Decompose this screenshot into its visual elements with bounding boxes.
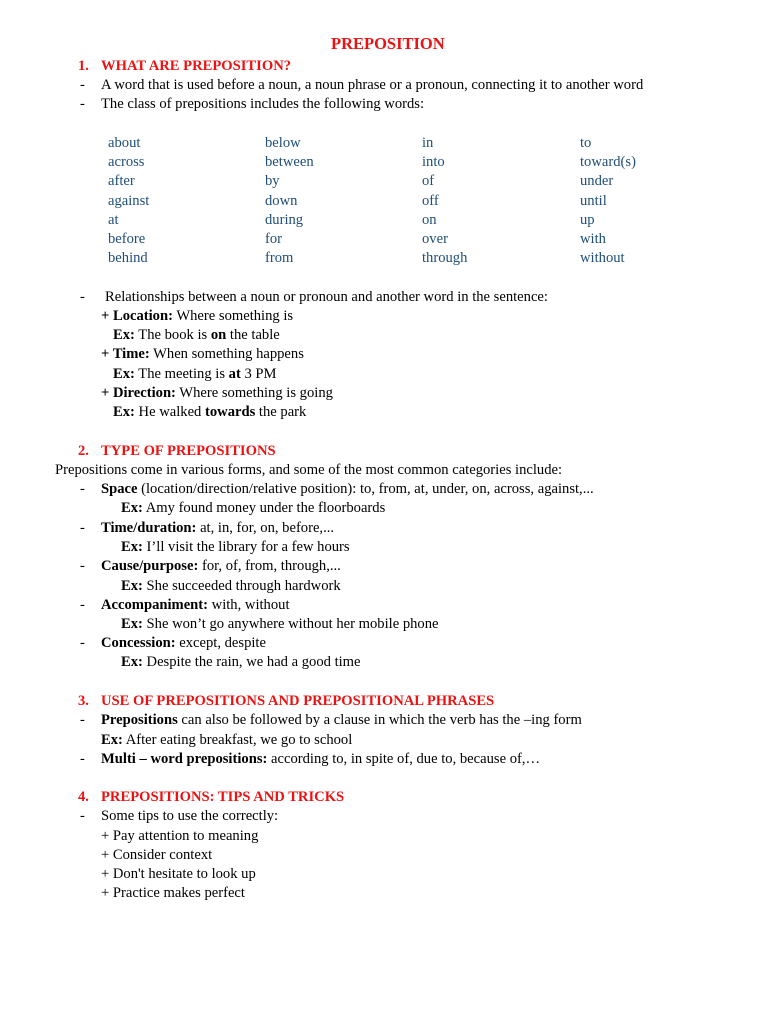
word: about — [108, 135, 141, 151]
location-line: + Location: Where something is — [101, 308, 294, 324]
bullet-dash: - — [80, 77, 85, 93]
word: against — [108, 193, 150, 209]
multi-word-prepositions: Multi – word prepositions: according to, in spite of, due to, because of,… — [101, 751, 541, 767]
tip-item: + Pay attention to meaning — [101, 828, 259, 844]
word: toward(s) — [580, 154, 636, 170]
tip-item: + Don't hesitate to look up — [101, 866, 256, 882]
word: with — [580, 231, 606, 247]
accompaniment-category: Accompaniment: with, without — [101, 597, 290, 613]
section-2-heading: TYPE OF PREPOSITIONS — [101, 443, 276, 459]
section-2-number: 2. — [78, 443, 89, 459]
word: between — [265, 154, 314, 170]
word: down — [265, 193, 298, 209]
space-example: Ex: Amy found money under the floorboards — [121, 500, 386, 516]
word: over — [422, 231, 448, 247]
tips-intro: Some tips to use the correctly: — [101, 808, 279, 824]
location-example: Ex: The book is on the table — [113, 327, 280, 343]
bullet-dash: - — [80, 712, 85, 728]
cause-purpose-category: Cause/purpose: for, of, from, through,... — [101, 558, 341, 574]
bullet-dash: - — [80, 289, 85, 305]
direction-line: + Direction: Where something is going — [101, 385, 333, 401]
bullet-dash: - — [80, 597, 85, 613]
prepositions-clause-example: Ex: After eating breakfast, we go to school — [101, 732, 353, 748]
time-line: + Time: When something happens — [101, 346, 304, 362]
bullet-dash: - — [80, 635, 85, 651]
word: under — [580, 173, 614, 189]
word: without — [580, 250, 625, 266]
definition-text: A word that is used before a noun, a noun phrase or a pronoun, connecting it to another word — [101, 77, 644, 93]
direction-example: Ex: He walked towards the park — [113, 404, 307, 420]
bullet-dash: - — [80, 558, 85, 574]
word: from — [265, 250, 294, 266]
section-4-number: 4. — [78, 789, 89, 805]
word: during — [265, 212, 304, 228]
word: behind — [108, 250, 148, 266]
bullet-dash: - — [80, 481, 85, 497]
word: in — [422, 135, 434, 151]
word: for — [265, 231, 283, 247]
concession-category: Concession: except, despite — [101, 635, 266, 651]
section-3-heading: USE OF PREPOSITIONS AND PREPOSITIONAL PHRASES — [101, 693, 495, 709]
bullet-dash: - — [80, 520, 85, 536]
word: up — [580, 212, 595, 228]
section-3-number: 3. — [78, 693, 89, 709]
class-intro-text: The class of prepositions includes the following words: — [101, 96, 425, 112]
cause-purpose-example: Ex: She succeeded through hardwork — [121, 578, 341, 594]
section-4-heading: PREPOSITIONS: TIPS AND TRICKS — [101, 789, 345, 805]
section-2-intro: Prepositions come in various forms, and some of the most common categories include: — [55, 462, 563, 478]
concession-example: Ex: Despite the rain, we had a good time — [121, 654, 361, 670]
word: across — [108, 154, 145, 170]
word: on — [422, 212, 437, 228]
bullet-dash: - — [80, 96, 85, 112]
section-1-heading: WHAT ARE PREPOSITION? — [101, 58, 292, 74]
word: through — [422, 250, 468, 266]
tip-item: + Consider context — [101, 847, 213, 863]
word: by — [265, 173, 280, 189]
word: after — [108, 173, 135, 189]
time-example: Ex: The meeting is at 3 PM — [113, 366, 277, 382]
accompaniment-example: Ex: She won’t go anywhere without her mobile phone — [121, 616, 439, 632]
word: at — [108, 212, 119, 228]
bullet-dash: - — [80, 751, 85, 767]
space-category: Space (location/direction/relative position): to, from, at, under, on, across, against,... — [101, 481, 594, 497]
time-duration-category: Time/duration: at, in, for, on, before,... — [101, 520, 335, 536]
page-title: PREPOSITION — [331, 34, 445, 53]
section-1-number: 1. — [78, 58, 89, 74]
word: to — [580, 135, 592, 151]
word: until — [580, 193, 607, 209]
word: off — [422, 193, 439, 209]
time-duration-example: Ex: I’ll visit the library for a few hours — [121, 539, 350, 555]
word: before — [108, 231, 146, 247]
prepositions-clause-rule: Prepositions can also be followed by a clause in which the verb has the –ing form — [101, 712, 582, 728]
relationships-intro: Relationships between a noun or pronoun and another word in the sentence: — [105, 289, 548, 305]
word: of — [422, 173, 435, 189]
word: below — [265, 135, 301, 151]
tip-item: + Practice makes perfect — [101, 885, 245, 901]
bullet-dash: - — [80, 808, 85, 824]
word: into — [422, 154, 445, 170]
